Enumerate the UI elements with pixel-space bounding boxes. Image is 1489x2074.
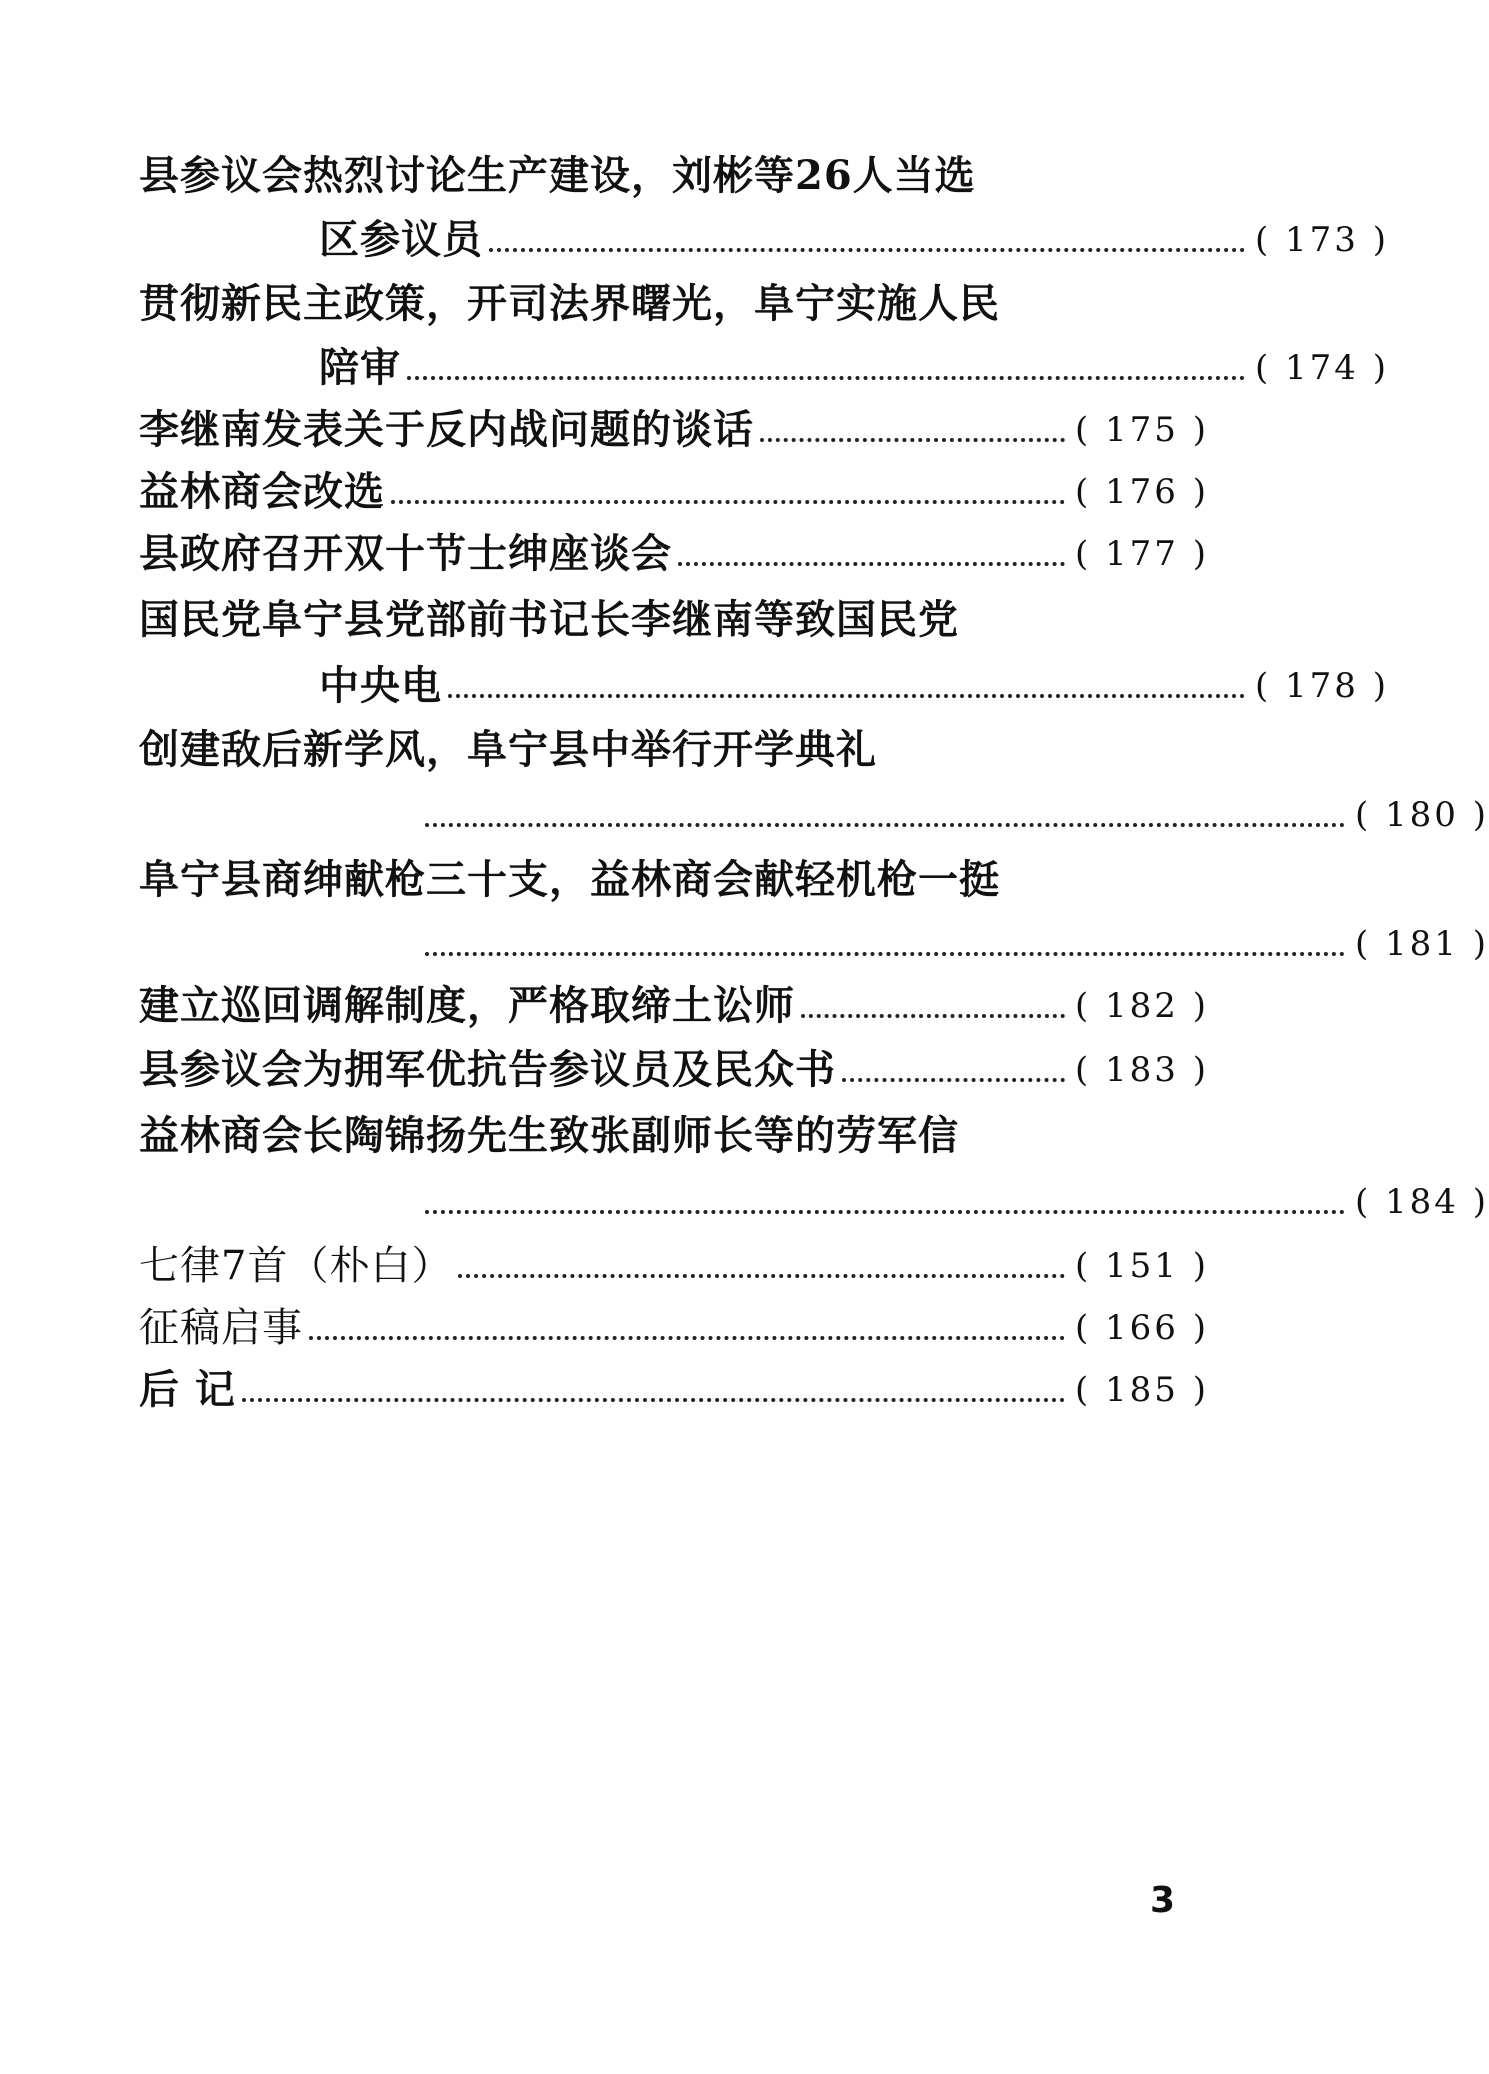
dot-leader xyxy=(842,1078,1065,1082)
toc-entry[interactable] xyxy=(139,656,1389,712)
dot-leader xyxy=(425,952,1345,956)
toc-entry-title: 陪审 xyxy=(319,344,401,391)
toc-entry-title: 益林商会改选 xyxy=(139,468,385,515)
toc-entry-title: 创建敌后新学风，阜宁县中举行开学典礼 xyxy=(139,726,877,773)
toc-entry[interactable] xyxy=(139,338,1389,394)
dot-leader xyxy=(760,438,1065,442)
toc-entry-title: 后 记 xyxy=(139,1366,236,1413)
toc-page-number: ( 178 ) xyxy=(1254,666,1389,706)
dot-leader xyxy=(407,376,1245,380)
dot-leader xyxy=(425,1210,1345,1214)
dot-leader xyxy=(242,1398,1065,1402)
toc-entry[interactable] xyxy=(139,524,1209,580)
dot-leader xyxy=(391,500,1065,504)
toc-entry-title: 县政府召开双十节士绅座谈会 xyxy=(139,530,672,577)
toc-entry[interactable] xyxy=(139,1360,1209,1416)
toc-entry[interactable] xyxy=(139,914,1489,970)
toc-entry[interactable] xyxy=(139,400,1209,456)
toc-entry[interactable] xyxy=(139,785,1489,841)
toc-entry[interactable] xyxy=(139,462,1209,518)
toc-entry-title: 区参议员 xyxy=(319,216,483,263)
toc-page-number: ( 185 ) xyxy=(1074,1370,1209,1410)
toc-entry-title: 征稿启事 xyxy=(139,1305,303,1351)
toc-entry-title: 国民党阜宁县党部前书记长李继南等致国民党 xyxy=(139,596,959,643)
toc-entry-title-line xyxy=(139,274,1209,330)
page-number: 3 xyxy=(1150,1880,1176,1921)
toc-entry[interactable] xyxy=(139,976,1209,1032)
dot-leader xyxy=(678,562,1065,566)
toc-page-number: ( 174 ) xyxy=(1254,348,1389,388)
toc-entry[interactable] xyxy=(139,1298,1209,1354)
toc-entry-title-line xyxy=(139,146,1209,202)
toc-entry[interactable] xyxy=(139,1236,1209,1292)
toc-entry[interactable] xyxy=(139,1172,1489,1228)
dot-leader xyxy=(309,1336,1065,1340)
toc-entry-title: 建立巡回调解制度，严格取缔土讼师 xyxy=(139,982,795,1029)
dot-leader xyxy=(489,248,1245,252)
toc-entry-title-line xyxy=(139,850,1209,906)
toc-page-number: ( 166 ) xyxy=(1074,1308,1209,1348)
toc-page-number: ( 184 ) xyxy=(1354,1182,1489,1222)
toc-page-number: ( 182 ) xyxy=(1074,986,1209,1026)
dot-leader xyxy=(801,1014,1065,1018)
toc-page-number: ( 177 ) xyxy=(1074,534,1209,574)
toc-entry-title: 县参议会热烈讨论生产建设，刘彬等26人当选 xyxy=(139,152,976,199)
toc-entry-title: 县参议会为拥军优抗告参议员及民众书 xyxy=(139,1046,836,1093)
toc-entry-title-line xyxy=(139,1106,1209,1162)
toc-page-number: ( 176 ) xyxy=(1074,472,1209,512)
dot-leader xyxy=(448,694,1245,698)
dot-leader xyxy=(425,823,1345,827)
toc-page-number: ( 151 ) xyxy=(1074,1246,1209,1286)
toc-entry-title-line xyxy=(139,720,1209,776)
toc-page-number: ( 175 ) xyxy=(1074,410,1209,450)
toc-entry-title: 贯彻新民主政策，开司法界曙光，阜宁实施人民 xyxy=(139,280,1000,327)
toc-entry[interactable] xyxy=(139,1040,1209,1096)
toc-entry[interactable] xyxy=(139,210,1389,266)
toc-entry-title: 李继南发表关于反内战问题的谈话 xyxy=(139,406,754,453)
toc-page-number: ( 183 ) xyxy=(1074,1050,1209,1090)
toc-entry-title: 七律7首（朴白） xyxy=(139,1243,453,1289)
toc-entry-title: 阜宁县商绅献枪三十支，益林商会献轻机枪一挺 xyxy=(139,856,1000,903)
toc-page-number: ( 173 ) xyxy=(1254,220,1389,260)
toc-page-number: ( 181 ) xyxy=(1354,924,1489,964)
toc-page-number: ( 180 ) xyxy=(1354,795,1489,835)
dot-leader xyxy=(458,1274,1065,1278)
toc-entry-title-line xyxy=(139,590,1209,646)
toc-entry-title: 中央电 xyxy=(319,662,442,709)
toc-entry-title: 益林商会长陶锦扬先生致张副师长等的劳军信 xyxy=(139,1112,959,1159)
